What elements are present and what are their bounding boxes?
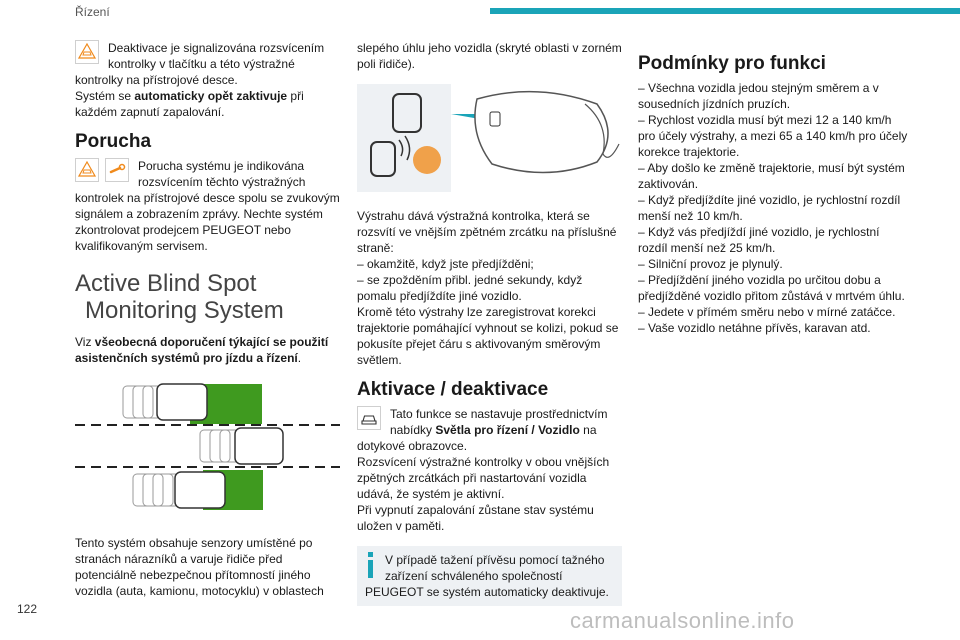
trajectory-correction-text: Kromě této výstrahy lze zaregistrovat korekci trajektorie pomáhající vyhnout se kolizi, pokud se pokusíte přejet čáru s aktivovaným směrovým světlem. <box>357 305 619 367</box>
section-title: Řízení <box>75 5 110 19</box>
sensors-text: Tento systém obsahuje senzory umístěné po stranách nárazníků a varuje řidiče před potenciálně nebezpečnou přítomností jiného vozidla (auta, kamionu, motocyklu) v oblastech <box>75 536 324 598</box>
reactivation-text: Systém se automaticky opět zaktivuje při každém zapnutí zapalování. <box>75 89 304 119</box>
fault-text: Porucha systému je indikována rozsvícením těchto výstražných kontrolek na přístrojové desce spolu se zvukovým signálem a zobrazením zprávy. Nechte systém zkontrolovat prodejcem PEUGEOT nebo kvalifikovaným servisem. <box>75 159 340 253</box>
column-3 <box>638 40 908 336</box>
column-1 <box>75 40 340 599</box>
icon-group-activation <box>357 406 384 430</box>
page-number: 122 <box>17 602 38 616</box>
icon-group-deactivation <box>75 40 102 64</box>
header-accent-bar <box>490 8 960 14</box>
wrench-icon <box>105 158 129 182</box>
watermark: carmanualsonline.info <box>570 608 795 633</box>
blind-spot-cont-text: slepého úhlu jeho vozidla (skryté oblasti v zorném poli řidiče). <box>357 41 622 71</box>
condition-item: – Vaše vozidlo netáhne přívěs, karavan atd. <box>638 321 871 335</box>
warning-light-text: Výstrahu dává výstražná kontrolka, která se rozsvítí ve vnějším zpětném zrcátku na příslušné straně: <box>357 209 617 255</box>
condition-item: – Jedete v přímém směru nebo v mírné zatáčce. <box>638 305 896 319</box>
bullet-immediately: – okamžitě, když jste předjížděni; <box>357 257 534 271</box>
activation-heading: Aktivace / deaktivace <box>357 379 549 400</box>
main-heading: Active Blind Spot Monitoring System <box>75 270 284 324</box>
mirror-warning-illustration <box>357 84 622 196</box>
car-warning-icon <box>75 158 99 182</box>
mirror-lights-text: Rozsvícení výstražné kontrolky v obou vnějších zpětných zrcátkách při nastartování vozidla udává, že systém je aktivní. <box>357 455 610 501</box>
condition-item: – Silniční provoz je plynulý. <box>638 257 783 271</box>
memory-text: Při vypnutí zapalování zůstane stav systému uložen v paměti. <box>357 503 594 533</box>
condition-item: – Předjíždění jiného vozidla po určitou dobu a předjížděné vozidlo přitom zůstává v mrtvém úhlu. <box>638 273 905 303</box>
car-menu-icon <box>357 406 381 430</box>
condition-item: – Když vás předjíždí jiné vozidlo, je rychlostní rozdíl menší než 25 km/h. <box>638 225 880 255</box>
bullet-delayed: – se zpožděním přibl. jedné sekundy, když pomalu předjíždíte jiné vozidlo. <box>357 273 583 303</box>
deactivation-text: Deaktivace je signalizována rozsvícením kontrolky v tlačítku a této výstražné kontrolky na přístrojové desce. <box>75 41 325 87</box>
recommendation-text: Viz všeobecná doporučení týkající se použití asistenčních systémů pro jízdu a řízení. <box>75 335 329 365</box>
conditions-heading: Podmínky pro funkci <box>638 53 826 74</box>
blind-spot-illustration <box>75 378 340 523</box>
towing-note: V případě tažení přívěsu pomocí tažného zařízení schváleného společností PEUGEOT se systém automaticky deaktivuje. <box>357 546 622 606</box>
car-warning-icon <box>75 40 99 64</box>
info-icon <box>365 552 377 580</box>
condition-item: – Aby došlo ke změně trajektorie, musí být systém zaktivován. <box>638 161 905 191</box>
icon-group-fault <box>75 158 132 182</box>
condition-item: – Rychlost vozidla musí být mezi 12 a 140 km/h pro účely výstrahy, a mezi 65 a 140 km/h pro účely korekce trajektorie. <box>638 113 908 159</box>
fault-heading: Porucha <box>75 131 152 152</box>
condition-item: – Když předjíždíte jiné vozidlo, je rychlostní rozdíl menší než 10 km/h. <box>638 193 901 223</box>
column-2 <box>357 40 622 606</box>
activation-text: Tato funkce se nastavuje prostřednictvím nabídky Světla pro řízení / Vozidlo na dotykové obrazovce. <box>357 407 608 453</box>
condition-item: – Všechna vozidla jedou stejným směrem a v sousedních jízdních pruzích. <box>638 81 879 111</box>
